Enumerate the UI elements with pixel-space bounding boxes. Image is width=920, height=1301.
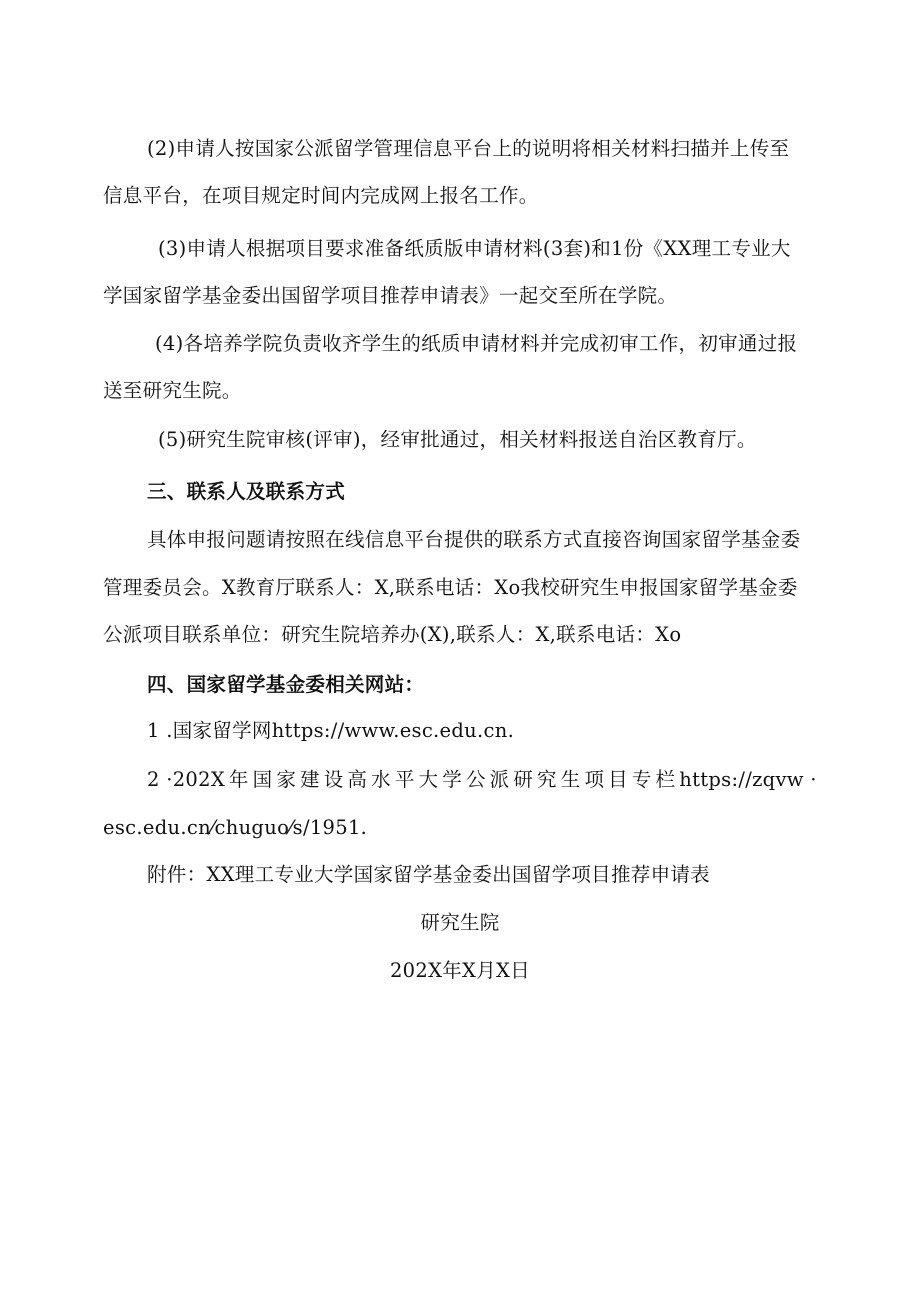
section-3-line-3: 公派项目联系单位：研究生院培养办(X),联系人：X,联系电话：Xo <box>103 623 682 646</box>
section-3-line-2: 管理委员会。X教育厅联系人：X,联系电话：Xo我校研究生申报国家留学基金委 <box>103 576 798 599</box>
signature-org: 研究生院 <box>420 911 500 934</box>
paragraph-2-line-1 <box>147 136 817 162</box>
paragraph-5: (5)研究生院审核(评审)，经审批通过，相关材料报送自治区教育厅。 <box>158 428 757 451</box>
link2-char: 公 <box>465 768 486 791</box>
link2-char: 大 <box>418 768 439 791</box>
link2-char: 建 <box>300 768 320 791</box>
link2-char: 生 <box>560 768 581 791</box>
link2-char: 国 <box>252 768 273 791</box>
link2-url: https://zqvw · <box>679 768 817 791</box>
website-link-2-line-2: esc.edu.cn⁄chuguo⁄s/1951. <box>103 816 368 839</box>
section-3-heading: 三、联系人及联系方式 <box>147 480 346 503</box>
website-link-2-line-1 <box>147 767 817 793</box>
paragraph-3-line-1: (3)申请人根据项目要求准备纸质版申请材料(3套)和1份《XX理工专业大 <box>158 237 791 260</box>
attachment-note: 附件：XX理工专业大学国家留学基金委出国留学项目推荐申请表 <box>147 863 710 886</box>
paragraph-3-line-2: 学国家留学基金委出国留学项目推荐申请表》一起交至所在学院。 <box>103 284 678 307</box>
link2-char: 设 <box>323 768 344 791</box>
link2-number: 2 ·202X <box>147 768 226 791</box>
signature-date: 202X年X月X日 <box>389 959 531 982</box>
link2-char: 派 <box>489 768 510 791</box>
section-3-line-1: 具体申报问题请按照在线信息平台提供的联系方式直接咨询国家留学基金委 <box>147 528 801 551</box>
link2-char: 学 <box>442 768 463 791</box>
link2-char: 平 <box>394 768 415 791</box>
link2-char: 项 <box>584 768 605 791</box>
link2-char: 研 <box>513 768 534 791</box>
website-link-1: 1 .国家留学网https://www.esc.edu.cn. <box>147 719 515 742</box>
link2-char: 高 <box>347 768 368 791</box>
paragraph-2-line-2: 信息平台，在项目规定时间内完成网上报名工作。 <box>103 184 539 207</box>
link2-char: 专 <box>631 768 652 791</box>
link2-char: 究 <box>537 768 557 791</box>
link2-char: 年 <box>228 768 249 791</box>
paragraph-4-line-1: (4)各培养学院负责收齐学生的纸质申请材料并完成初审工作，初审通过报 <box>155 332 798 355</box>
link2-char: 家 <box>276 768 297 791</box>
link2-char: 栏 <box>655 768 676 791</box>
section-4-heading: 四、国家留学基金委相关网站： <box>147 673 425 696</box>
paragraph-4-line-2: 送至研究生院。 <box>103 379 242 402</box>
p2-line1-text: (2)申请人按国家公派留学管理信息平台上的说明将相关材料扫描并上传至 <box>147 137 790 160</box>
link2-char: 目 <box>608 768 628 791</box>
link2-char: 水 <box>371 768 391 791</box>
